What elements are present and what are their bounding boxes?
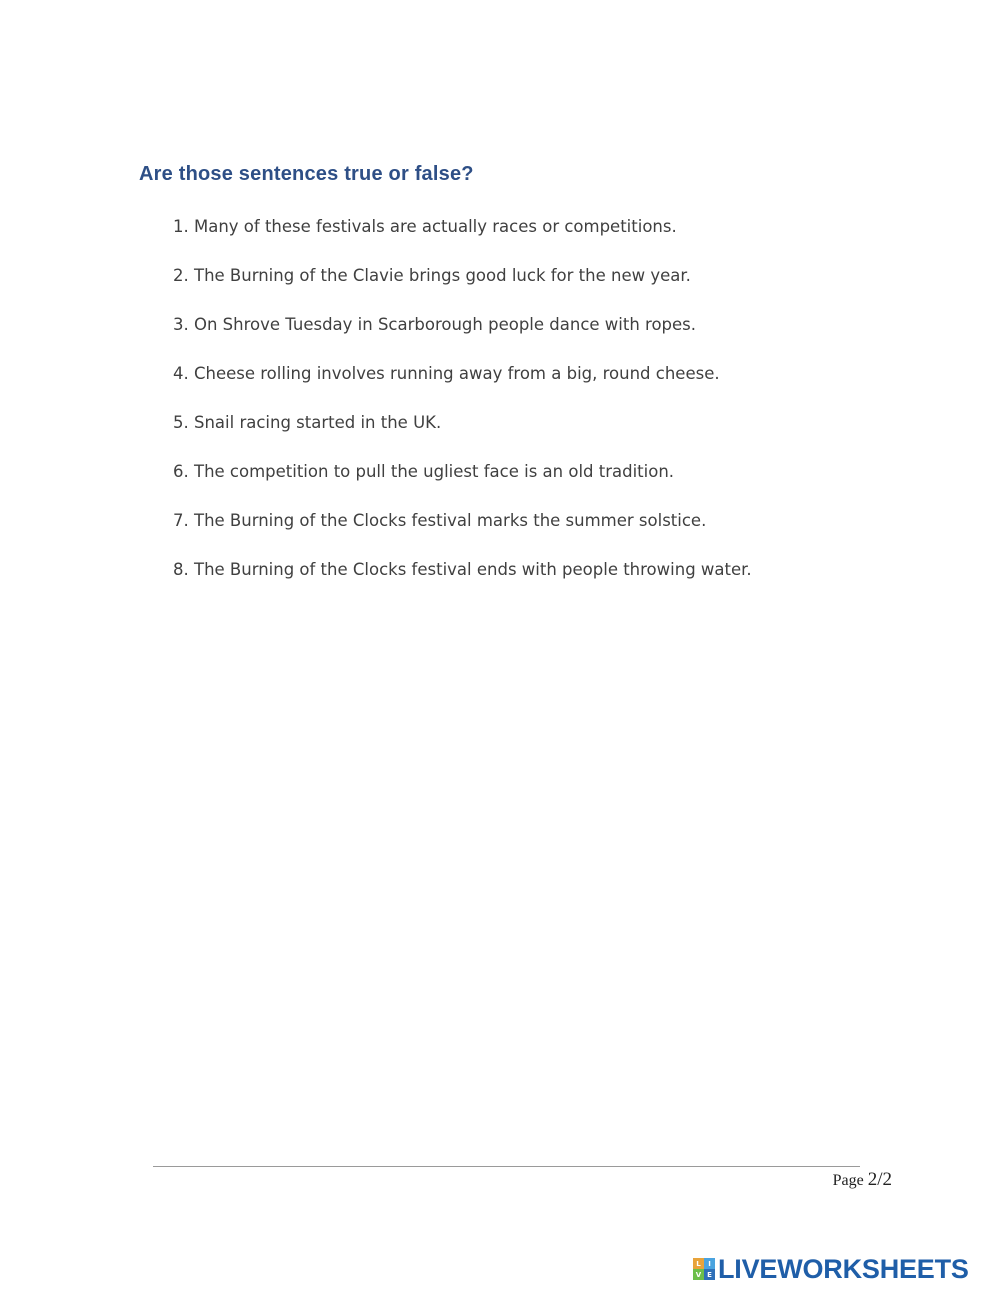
brand-name: LIVEWORKSHEETS xyxy=(718,1254,969,1284)
question-item: 4. Cheese rolling involves running away from a big, round cheese. xyxy=(173,364,720,383)
question-list xyxy=(173,215,752,607)
liveworksheets-brand xyxy=(693,1255,969,1283)
question-item: 2. The Burning of the Clavie brings good luck for the new year. xyxy=(173,266,691,285)
page-number-value: 2/2 xyxy=(867,1169,892,1190)
logo-tile: I xyxy=(704,1258,715,1269)
logo-tile: L xyxy=(693,1258,704,1269)
question-item: 5. Snail racing started in the UK. xyxy=(173,413,442,432)
logo-tile: V xyxy=(693,1269,704,1280)
footer-divider xyxy=(153,1166,860,1167)
page-number xyxy=(833,1169,892,1191)
page-heading: Are those sentences true or false? xyxy=(139,163,474,185)
question-item: 6. The competition to pull the ugliest face is an old tradition. xyxy=(173,462,675,481)
question-item: 7. The Burning of the Clocks festival marks the summer solstice. xyxy=(173,511,707,530)
page-number-label: Page xyxy=(832,1172,864,1189)
question-item: 1. Many of these festivals are actually races or competitions. xyxy=(173,217,677,236)
question-item: 8. The Burning of the Clocks festival ends with people throwing water. xyxy=(173,560,752,579)
question-item: 3. On Shrove Tuesday in Scarborough people dance with ropes. xyxy=(173,315,697,334)
liveworksheets-logo-icon xyxy=(693,1258,715,1280)
logo-tile: E xyxy=(704,1269,715,1280)
